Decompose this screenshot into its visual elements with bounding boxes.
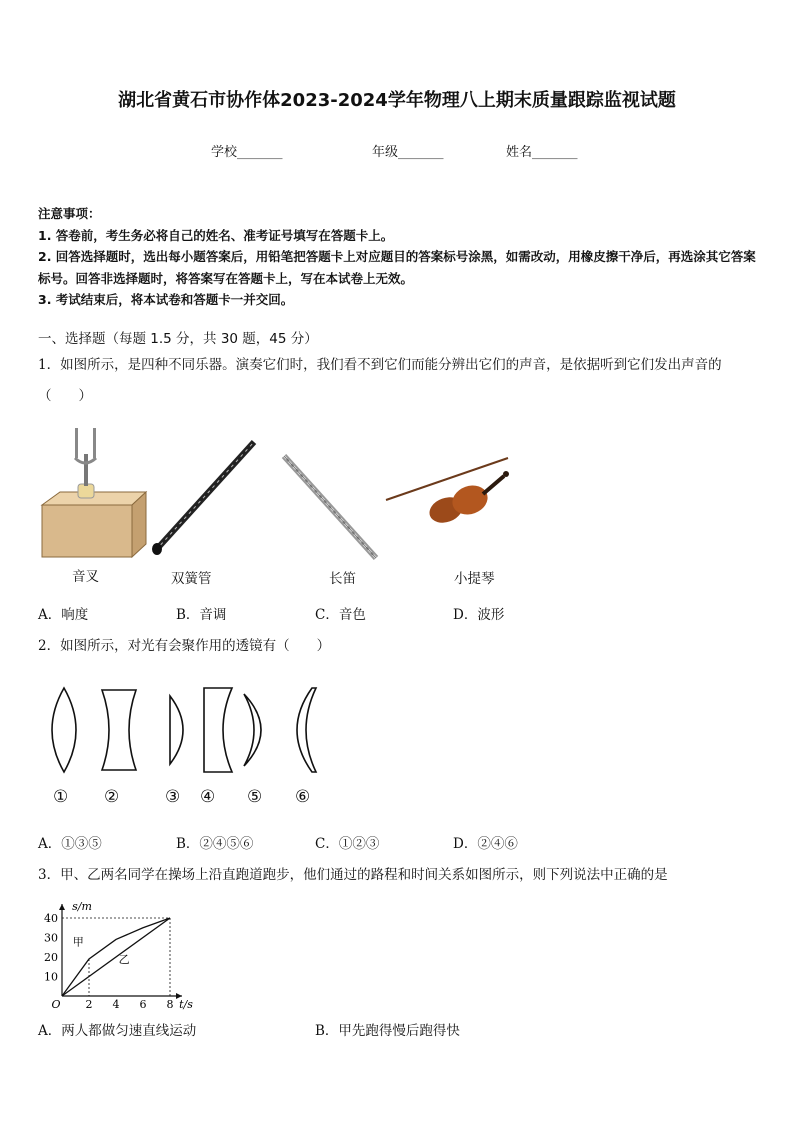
- lens-2: [102, 690, 136, 770]
- q1-option-b[interactable]: B．音调: [176, 607, 227, 623]
- name-field[interactable]: [506, 141, 578, 160]
- name-blank: _______: [532, 145, 578, 160]
- lenses-figure: [44, 684, 334, 780]
- oboe-image: [152, 442, 254, 555]
- instrument-label: 小提琴: [454, 571, 495, 587]
- name-label: 姓名: [506, 145, 533, 160]
- lens-label: ③: [165, 787, 181, 807]
- y-axis-label: s/m: [72, 900, 92, 913]
- q3-option-b[interactable]: B．甲先跑得慢后跑得快: [315, 1023, 460, 1039]
- lens-5: [244, 694, 261, 766]
- lens-label: ①: [53, 787, 69, 807]
- q1-paren: （ ）: [38, 388, 92, 404]
- page-title: 湖北省黄石市协作体2023-2024学年物理八上期末质量跟踪监视试题: [118, 90, 676, 111]
- x-tick-label: 8: [166, 998, 174, 1011]
- x-axis-label: t/s: [179, 998, 193, 1011]
- x-tick-label: 4: [112, 998, 120, 1011]
- series-line-2: [62, 918, 170, 996]
- distance-time-chart: [32, 892, 193, 1011]
- instrument-label: 长笛: [329, 571, 356, 587]
- school-label: 学校: [211, 145, 238, 160]
- lens-4: [204, 688, 232, 772]
- notes-heading: 注意事项：: [38, 206, 101, 221]
- series-label-yi: 乙: [118, 952, 130, 966]
- lens-3: [170, 696, 183, 764]
- x-tick-label: 6: [139, 998, 147, 1011]
- lens-label: ②: [104, 787, 120, 807]
- y-tick-label: 40: [44, 912, 58, 925]
- q1-option-a[interactable]: A．响度: [38, 607, 89, 623]
- school-blank: _______: [237, 145, 283, 160]
- y-axis-arrow: [59, 904, 65, 910]
- y-tick-label: 30: [44, 931, 58, 945]
- notes-item: 1. 答卷前，考生务必将自己的姓名、准考证号填写在答题卡上。: [38, 227, 394, 243]
- q1-option-c[interactable]: C．音色: [315, 607, 366, 623]
- q3-stem: 3．甲、乙两名同学在操场上沿直跑道跑步，他们通过的路程和时间关系如图所示，则下列说法中正确的是: [38, 867, 668, 883]
- q2-stem: 2．如图所示，对光有会聚作用的透镜有（ ）: [38, 638, 331, 654]
- lens-6: [297, 688, 316, 772]
- lens-1: [52, 688, 76, 772]
- instrument-label: 双簧管: [171, 571, 212, 587]
- lens-label: ⑥: [295, 787, 311, 807]
- q2-option-a[interactable]: A．①③⑤: [38, 836, 102, 852]
- q1-stem: 1．如图所示，是四种不同乐器。演奏它们时，我们看不到它们而能分辨出它们的声音，是依据听到它们发出声音的: [38, 357, 722, 373]
- notes-item: 3. 考试结束后，将本试卷和答题卡一并交回。: [38, 292, 294, 307]
- y-tick-label: 20: [44, 951, 58, 964]
- origin-label: O: [51, 998, 61, 1011]
- lens-label: ⑤: [247, 787, 263, 807]
- grade-blank: _______: [398, 145, 444, 160]
- grade-label: 年级: [372, 145, 399, 160]
- tuning-fork-image: [42, 428, 146, 557]
- q3-option-a[interactable]: A．两人都做匀速直线运动: [38, 1023, 197, 1039]
- school-field[interactable]: [211, 141, 283, 160]
- instrument-label: 音叉: [72, 569, 99, 585]
- flute-image: [284, 456, 376, 558]
- lens-label: ④: [200, 787, 216, 807]
- instruments-figure: [38, 420, 538, 570]
- series-label-jia: 甲: [72, 935, 84, 949]
- y-tick-label: 10: [44, 970, 58, 984]
- section-heading: 一、选择题（每题 1.5 分，共 30 题，45 分）: [38, 331, 318, 347]
- notes-item: 2. 回答选择题时，选出每小题答案后，用铅笔把答题卡上对应题目的答案标号涂黑，如需改动，用橡皮擦干净后，再选涂其它答案标号。回答非选择题时，将答案写在答题卡上，写在本试卷上无效。: [38, 249, 756, 286]
- q2-option-b[interactable]: B．②④⑤⑥: [176, 836, 254, 852]
- q1-option-d[interactable]: D．波形: [453, 607, 505, 623]
- x-tick-label: 2: [85, 998, 93, 1011]
- grade-field[interactable]: [372, 141, 444, 160]
- q2-option-d[interactable]: D．②④⑥: [453, 836, 518, 852]
- violin-image: [386, 458, 509, 527]
- notes-block: [38, 203, 760, 311]
- q2-option-c[interactable]: C．①②③: [315, 836, 380, 852]
